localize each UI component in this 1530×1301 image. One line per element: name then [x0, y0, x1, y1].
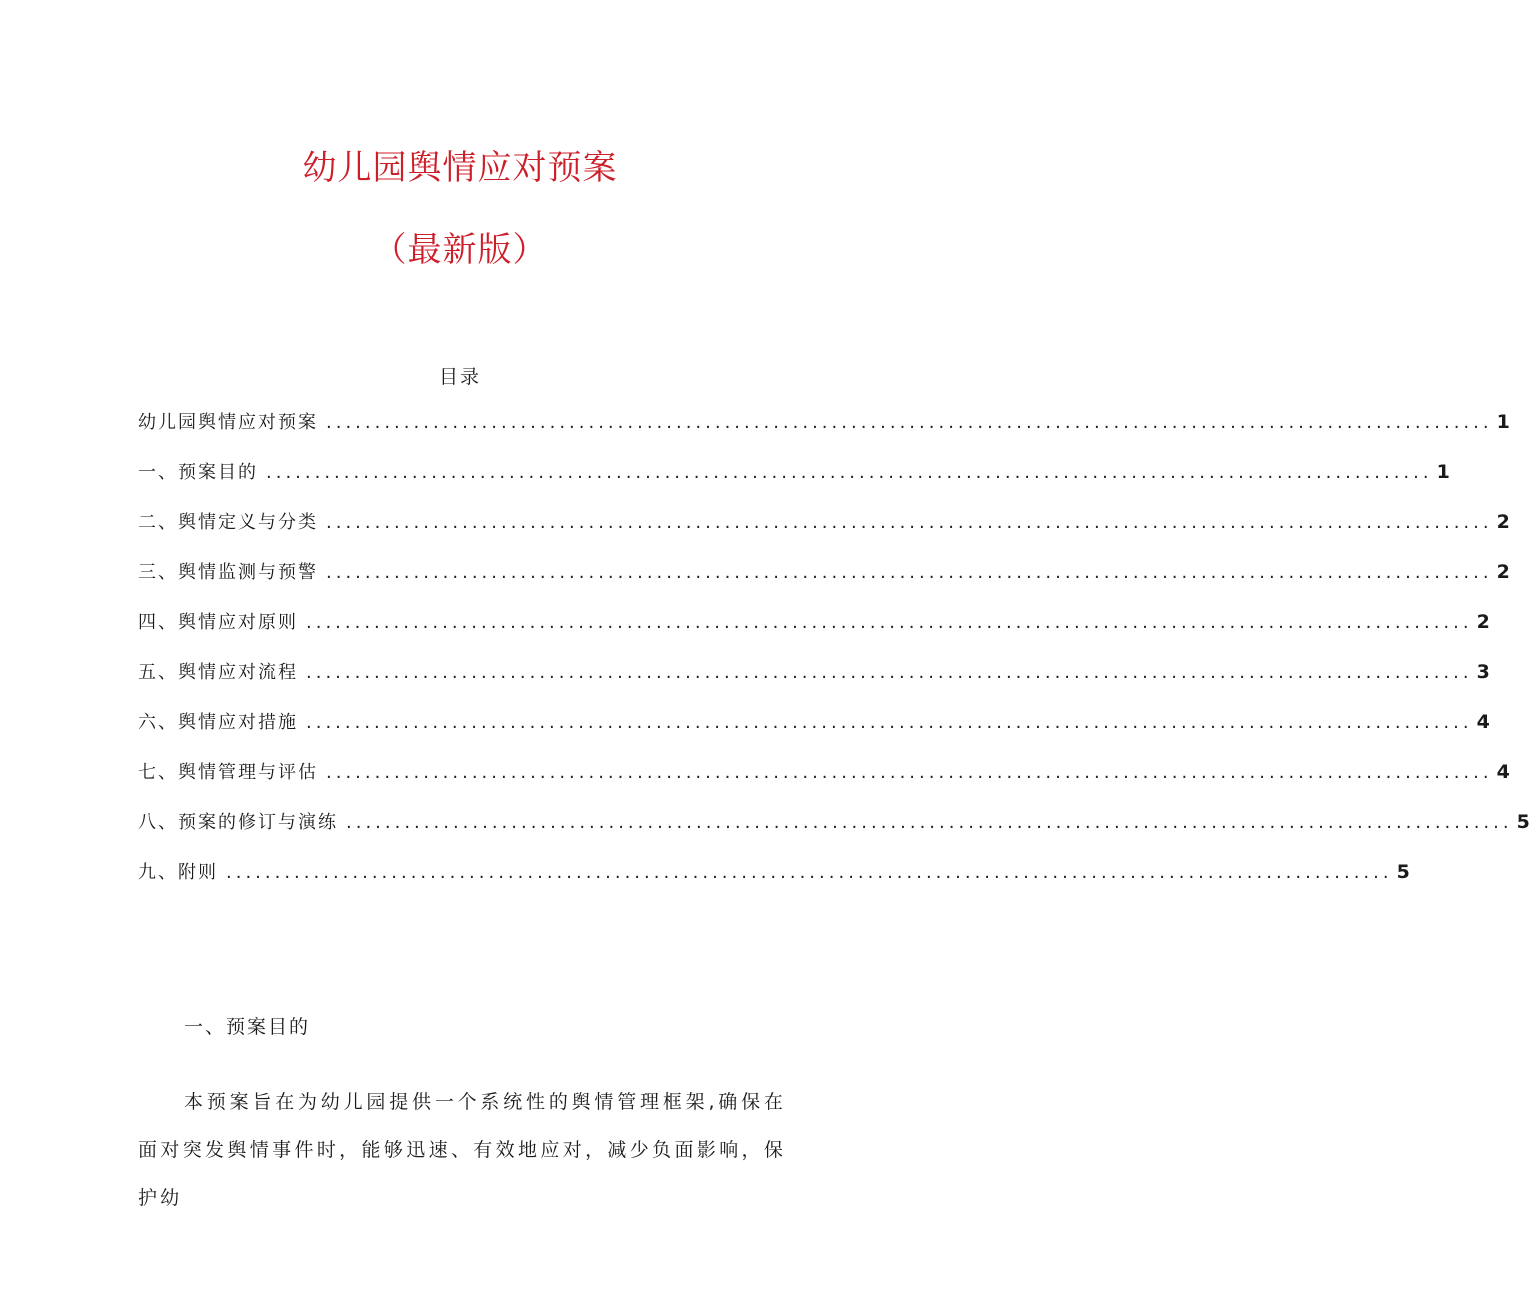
toc-entry-label: 六、舆情应对措施: [138, 712, 298, 733]
toc-entry-label: 一、预案目的: [138, 462, 258, 483]
section-heading: 一、预案目的: [184, 1016, 311, 1038]
toc-entry-page: 1: [1436, 461, 1450, 483]
toc-entry-page: 1: [1496, 411, 1510, 433]
toc-entry[interactable]: [138, 458, 1450, 508]
toc-entry-label: 九、附则: [138, 862, 218, 883]
toc-entry-page: 4: [1476, 711, 1490, 733]
toc-entry-label: 四、舆情应对原则: [138, 612, 298, 633]
toc-entry-label: 二、舆情定义与分类: [138, 512, 318, 533]
toc-entry-page: 2: [1496, 561, 1510, 583]
table-of-contents: [138, 408, 1530, 908]
toc-heading: 目录: [438, 366, 481, 388]
toc-entry-page: 4: [1496, 761, 1510, 783]
toc-entry-label: 七、舆情管理与评估: [138, 762, 318, 783]
toc-leader-dots: ........................................................................................................................: [306, 662, 1473, 683]
toc-entry[interactable]: [138, 808, 1530, 858]
toc-leader-dots: ........................................................................................................................: [326, 512, 1493, 533]
toc-entry-label: 三、舆情监测与预警: [138, 562, 318, 583]
document-title: 幼儿园舆情应对预案: [302, 148, 618, 188]
toc-leader-dots: ........................................................................................................................: [306, 712, 1473, 733]
toc-entry-page: 2: [1496, 511, 1510, 533]
toc-leader-dots: ........................................................................................................................: [346, 812, 1513, 833]
toc-entry-label: 五、舆情应对流程: [138, 662, 298, 683]
body-paragraph: 本预案旨在为幼儿园提供一个系统性的舆情管理框架,确保在面对突发舆情事件时，能够迅速、有效地应对，减少负面影响，保护幼: [138, 1091, 786, 1209]
document-subtitle: （最新版）: [372, 230, 548, 270]
toc-leader-dots: ........................................................................................................................: [226, 862, 1393, 883]
toc-entry-label: 幼儿园舆情应对预案: [138, 412, 318, 433]
toc-entry-page: 3: [1476, 661, 1490, 683]
toc-leader-dots: ........................................................................................................................: [326, 562, 1493, 583]
toc-entry[interactable]: [138, 758, 1510, 808]
toc-entry[interactable]: [138, 508, 1510, 558]
toc-entry-page: 5: [1396, 861, 1410, 883]
toc-entry[interactable]: [138, 608, 1490, 658]
toc-leader-dots: ........................................................................................................................: [326, 762, 1493, 783]
toc-leader-dots: ........................................................................................................................: [306, 612, 1473, 633]
toc-entry[interactable]: [138, 658, 1490, 708]
toc-entry[interactable]: [138, 408, 1510, 458]
toc-entry-page: 2: [1476, 611, 1490, 633]
toc-entry[interactable]: [138, 708, 1490, 758]
toc-entry-label: 八、预案的修订与演练: [138, 812, 338, 833]
toc-leader-dots: ........................................................................................................................: [266, 462, 1433, 483]
toc-entry[interactable]: [138, 558, 1510, 608]
toc-entry[interactable]: [138, 858, 1410, 908]
toc-entry-page: 5: [1516, 811, 1530, 833]
toc-leader-dots: ........................................................................................................................: [326, 412, 1493, 433]
